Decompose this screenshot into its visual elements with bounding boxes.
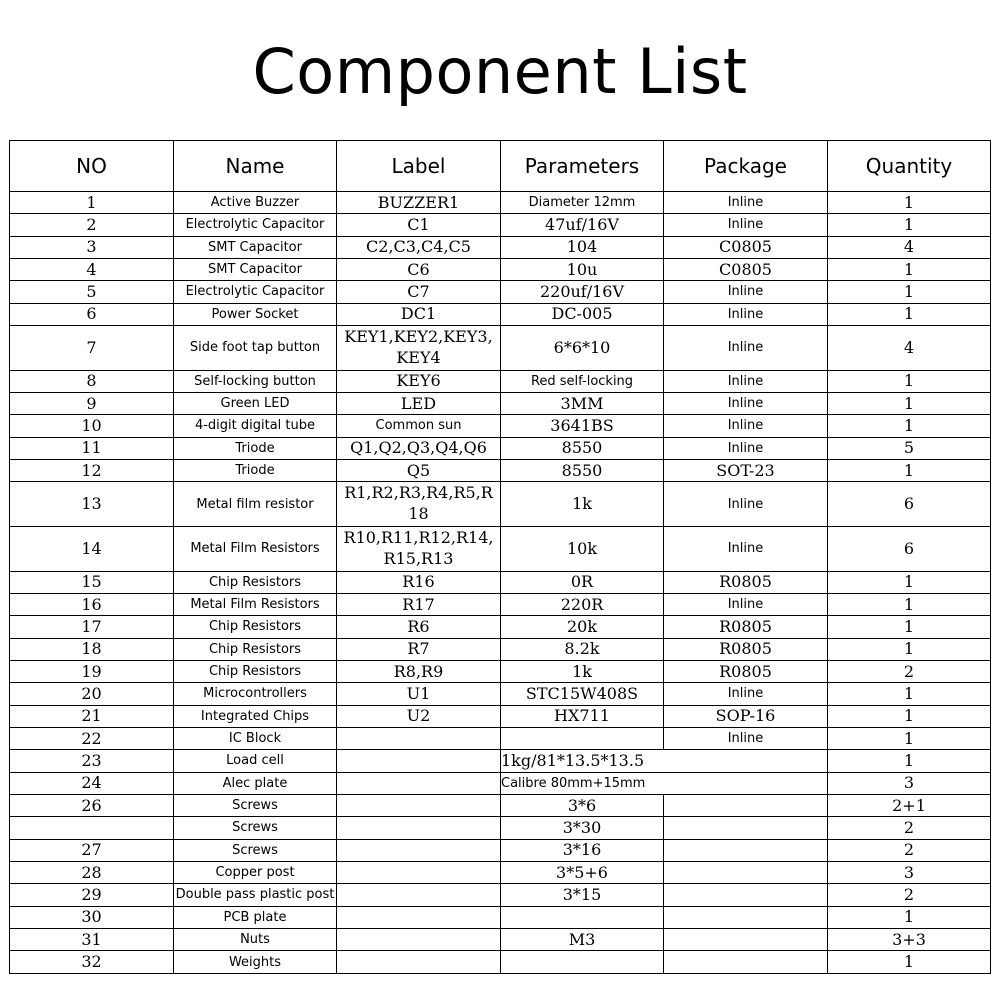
cell-label: R10,R11,R12,R14,R15,R13 — [337, 526, 501, 571]
cell-parameters: DC-005 — [501, 303, 664, 325]
cell-no: 1 — [10, 192, 174, 214]
cell-quantity: 2+1 — [828, 794, 991, 816]
table-row — [10, 683, 991, 705]
cell-package: SOT-23 — [664, 459, 828, 481]
cell-package: R0805 — [664, 571, 828, 593]
cell-package: Inline — [664, 683, 828, 705]
cell-parameters: 10k — [501, 526, 664, 571]
cell-parameters: 3*5+6 — [501, 861, 664, 883]
cell-label: C2,C3,C4,C5 — [337, 236, 501, 258]
cell-package: Inline — [664, 281, 828, 303]
cell-no: 10 — [10, 415, 174, 437]
cell-package: Inline — [664, 482, 828, 527]
cell-name: Metal film resistor — [174, 482, 337, 527]
table-row — [10, 459, 991, 481]
cell-package: Inline — [664, 303, 828, 325]
cell-parameters: 8550 — [501, 459, 664, 481]
cell-parameters — [501, 951, 664, 974]
cell-label: R1,R2,R3,R4,R5,R18 — [337, 482, 501, 527]
cell-quantity: 1 — [828, 616, 991, 638]
cell-package: SOP-16 — [664, 705, 828, 727]
cell-name: Green LED — [174, 392, 337, 414]
cell-no: 26 — [10, 794, 174, 816]
cell-label: KEY1,KEY2,KEY3,KEY4 — [337, 325, 501, 370]
table-row — [10, 593, 991, 615]
cell-quantity: 1 — [828, 705, 991, 727]
cell-label: BUZZER1 — [337, 192, 501, 214]
cell-parameters: 3*15 — [501, 884, 664, 906]
cell-parameters: 104 — [501, 236, 664, 258]
table-row — [10, 906, 991, 928]
header-quantity: Quantity — [828, 141, 991, 192]
cell-quantity: 1 — [828, 459, 991, 481]
cell-no: 16 — [10, 593, 174, 615]
table-row — [10, 236, 991, 258]
cell-quantity: 6 — [828, 526, 991, 571]
cell-parameters: 1kg/81*13.5*13.5 — [501, 750, 828, 772]
cell-name: Triode — [174, 437, 337, 459]
table-row — [10, 705, 991, 727]
table-row — [10, 258, 991, 280]
cell-quantity: 1 — [828, 727, 991, 749]
cell-quantity: 2 — [828, 839, 991, 861]
cell-name: Screws — [174, 839, 337, 861]
cell-no: 29 — [10, 884, 174, 906]
cell-label: R6 — [337, 616, 501, 638]
cell-package — [664, 794, 828, 816]
cell-parameters: 8.2k — [501, 638, 664, 660]
cell-label: LED — [337, 392, 501, 414]
cell-package: Inline — [664, 437, 828, 459]
cell-quantity: 3+3 — [828, 928, 991, 950]
cell-label — [337, 906, 501, 928]
cell-package: C0805 — [664, 236, 828, 258]
cell-no: 17 — [10, 616, 174, 638]
header-name: Name — [174, 141, 337, 192]
cell-label: Q1,Q2,Q3,Q4,Q6 — [337, 437, 501, 459]
cell-parameters — [501, 906, 664, 928]
cell-no: 24 — [10, 772, 174, 794]
cell-label — [337, 750, 501, 772]
cell-parameters — [501, 727, 664, 749]
component-table — [9, 140, 991, 974]
cell-name: Screws — [174, 794, 337, 816]
cell-no: 2 — [10, 214, 174, 236]
cell-quantity: 1 — [828, 281, 991, 303]
cell-quantity: 1 — [828, 214, 991, 236]
cell-name: Side foot tap button — [174, 325, 337, 370]
cell-name: Triode — [174, 459, 337, 481]
cell-no: 27 — [10, 839, 174, 861]
cell-name: 4-digit digital tube — [174, 415, 337, 437]
cell-parameters: 3641BS — [501, 415, 664, 437]
cell-parameters: 20k — [501, 616, 664, 638]
cell-label: C6 — [337, 258, 501, 280]
cell-quantity: 4 — [828, 325, 991, 370]
cell-package: Inline — [664, 415, 828, 437]
cell-no: 31 — [10, 928, 174, 950]
cell-name: SMT Capacitor — [174, 236, 337, 258]
cell-label: KEY6 — [337, 370, 501, 392]
cell-no: 14 — [10, 526, 174, 571]
cell-quantity: 5 — [828, 437, 991, 459]
table-row — [10, 817, 991, 839]
cell-name: Weights — [174, 951, 337, 974]
table-row — [10, 928, 991, 950]
header-parameters: Parameters — [501, 141, 664, 192]
cell-no: 13 — [10, 482, 174, 527]
cell-quantity: 1 — [828, 258, 991, 280]
table-row — [10, 281, 991, 303]
cell-quantity: 1 — [828, 415, 991, 437]
cell-label — [337, 727, 501, 749]
table-row — [10, 861, 991, 883]
cell-no: 3 — [10, 236, 174, 258]
cell-parameters: 1k — [501, 660, 664, 682]
cell-quantity: 2 — [828, 817, 991, 839]
cell-name: Integrated Chips — [174, 705, 337, 727]
cell-parameters: 0R — [501, 571, 664, 593]
table-row — [10, 325, 991, 370]
cell-parameters: 6*6*10 — [501, 325, 664, 370]
cell-label — [337, 794, 501, 816]
cell-name: Metal Film Resistors — [174, 526, 337, 571]
cell-package — [664, 839, 828, 861]
cell-name: Chip Resistors — [174, 638, 337, 660]
cell-no: 20 — [10, 683, 174, 705]
cell-label — [337, 817, 501, 839]
cell-parameters: 1k — [501, 482, 664, 527]
cell-no: 18 — [10, 638, 174, 660]
cell-parameters: 8550 — [501, 437, 664, 459]
cell-quantity: 1 — [828, 951, 991, 974]
cell-parameters: Diameter 12mm — [501, 192, 664, 214]
cell-name: Chip Resistors — [174, 571, 337, 593]
table-row — [10, 392, 991, 414]
table-row — [10, 660, 991, 682]
cell-parameters: M3 — [501, 928, 664, 950]
cell-quantity: 1 — [828, 593, 991, 615]
cell-no — [10, 817, 174, 839]
cell-no: 8 — [10, 370, 174, 392]
cell-quantity: 4 — [828, 236, 991, 258]
cell-no: 23 — [10, 750, 174, 772]
cell-name: Copper post — [174, 861, 337, 883]
table-row — [10, 437, 991, 459]
cell-package: R0805 — [664, 616, 828, 638]
cell-name: Metal Film Resistors — [174, 593, 337, 615]
cell-no: 21 — [10, 705, 174, 727]
cell-package — [664, 861, 828, 883]
table-row — [10, 884, 991, 906]
cell-quantity: 1 — [828, 683, 991, 705]
cell-name: Self-locking button — [174, 370, 337, 392]
page-title: Component List — [252, 35, 748, 108]
cell-no: 5 — [10, 281, 174, 303]
cell-quantity: 6 — [828, 482, 991, 527]
cell-parameters: 3*30 — [501, 817, 664, 839]
cell-package: Inline — [664, 593, 828, 615]
cell-name: Electrolytic Capacitor — [174, 214, 337, 236]
table-row — [10, 772, 991, 794]
cell-label — [337, 839, 501, 861]
cell-no: 28 — [10, 861, 174, 883]
cell-label: Q5 — [337, 459, 501, 481]
cell-quantity: 1 — [828, 370, 991, 392]
table-row — [10, 794, 991, 816]
cell-name: Power Socket — [174, 303, 337, 325]
table-row — [10, 192, 991, 214]
header-package: Package — [664, 141, 828, 192]
table-row — [10, 571, 991, 593]
cell-quantity: 2 — [828, 660, 991, 682]
cell-no: 12 — [10, 459, 174, 481]
cell-no: 9 — [10, 392, 174, 414]
cell-package — [664, 906, 828, 928]
cell-package: Inline — [664, 392, 828, 414]
cell-no: 7 — [10, 325, 174, 370]
cell-label: U1 — [337, 683, 501, 705]
cell-no: 15 — [10, 571, 174, 593]
cell-parameters: HX711 — [501, 705, 664, 727]
cell-no: 30 — [10, 906, 174, 928]
cell-package: R0805 — [664, 660, 828, 682]
cell-label: U2 — [337, 705, 501, 727]
cell-quantity: 3 — [828, 772, 991, 794]
cell-package — [664, 928, 828, 950]
cell-name: Microcontrollers — [174, 683, 337, 705]
cell-parameters: 220uf/16V — [501, 281, 664, 303]
cell-name: Nuts — [174, 928, 337, 950]
cell-name: IC Block — [174, 727, 337, 749]
cell-quantity: 1 — [828, 303, 991, 325]
cell-label: R16 — [337, 571, 501, 593]
cell-package: Inline — [664, 370, 828, 392]
cell-parameters: 3MM — [501, 392, 664, 414]
cell-label — [337, 772, 501, 794]
cell-parameters: 47uf/16V — [501, 214, 664, 236]
cell-quantity: 1 — [828, 571, 991, 593]
table-row — [10, 951, 991, 974]
cell-quantity: 1 — [828, 906, 991, 928]
cell-name: Double pass plastic post — [174, 884, 337, 906]
cell-parameters: Calibre 80mm+15mm — [501, 772, 828, 794]
cell-package: Inline — [664, 214, 828, 236]
table-row — [10, 482, 991, 527]
cell-name: Active Buzzer — [174, 192, 337, 214]
cell-no: 19 — [10, 660, 174, 682]
table-row — [10, 839, 991, 861]
cell-name: Alec plate — [174, 772, 337, 794]
cell-no: 22 — [10, 727, 174, 749]
cell-parameters: 3*6 — [501, 794, 664, 816]
cell-label: DC1 — [337, 303, 501, 325]
table-row — [10, 214, 991, 236]
cell-no: 4 — [10, 258, 174, 280]
cell-quantity: 2 — [828, 884, 991, 906]
table-row — [10, 303, 991, 325]
cell-quantity: 1 — [828, 638, 991, 660]
cell-quantity: 1 — [828, 192, 991, 214]
cell-package: Inline — [664, 727, 828, 749]
cell-package: R0805 — [664, 638, 828, 660]
cell-label: Common sun — [337, 415, 501, 437]
header-label: Label — [337, 141, 501, 192]
table-header-row — [10, 141, 991, 192]
cell-no: 32 — [10, 951, 174, 974]
table-row — [10, 370, 991, 392]
cell-label: C1 — [337, 214, 501, 236]
cell-package — [664, 817, 828, 839]
table-body — [10, 192, 991, 974]
cell-name: Load cell — [174, 750, 337, 772]
cell-parameters: 3*16 — [501, 839, 664, 861]
table-row — [10, 616, 991, 638]
cell-label — [337, 928, 501, 950]
cell-name: Screws — [174, 817, 337, 839]
cell-no: 11 — [10, 437, 174, 459]
table-row — [10, 750, 991, 772]
cell-package: Inline — [664, 192, 828, 214]
cell-label — [337, 951, 501, 974]
cell-quantity: 1 — [828, 392, 991, 414]
cell-quantity: 1 — [828, 750, 991, 772]
header-no: NO — [10, 141, 174, 192]
cell-label: R7 — [337, 638, 501, 660]
cell-name: Chip Resistors — [174, 660, 337, 682]
table-row — [10, 526, 991, 571]
cell-label — [337, 861, 501, 883]
cell-parameters: 220R — [501, 593, 664, 615]
table-row — [10, 638, 991, 660]
cell-parameters: 10u — [501, 258, 664, 280]
cell-label: C7 — [337, 281, 501, 303]
cell-name: Chip Resistors — [174, 616, 337, 638]
cell-label: R17 — [337, 593, 501, 615]
cell-label — [337, 884, 501, 906]
cell-package: Inline — [664, 526, 828, 571]
cell-package — [664, 884, 828, 906]
cell-parameters: STC15W408S — [501, 683, 664, 705]
cell-no: 6 — [10, 303, 174, 325]
cell-package: C0805 — [664, 258, 828, 280]
table-row — [10, 727, 991, 749]
cell-name: PCB plate — [174, 906, 337, 928]
cell-package — [664, 951, 828, 974]
cell-label: R8,R9 — [337, 660, 501, 682]
cell-parameters: Red self-locking — [501, 370, 664, 392]
table-row — [10, 415, 991, 437]
cell-name: SMT Capacitor — [174, 258, 337, 280]
cell-package: Inline — [664, 325, 828, 370]
cell-quantity: 3 — [828, 861, 991, 883]
cell-name: Electrolytic Capacitor — [174, 281, 337, 303]
